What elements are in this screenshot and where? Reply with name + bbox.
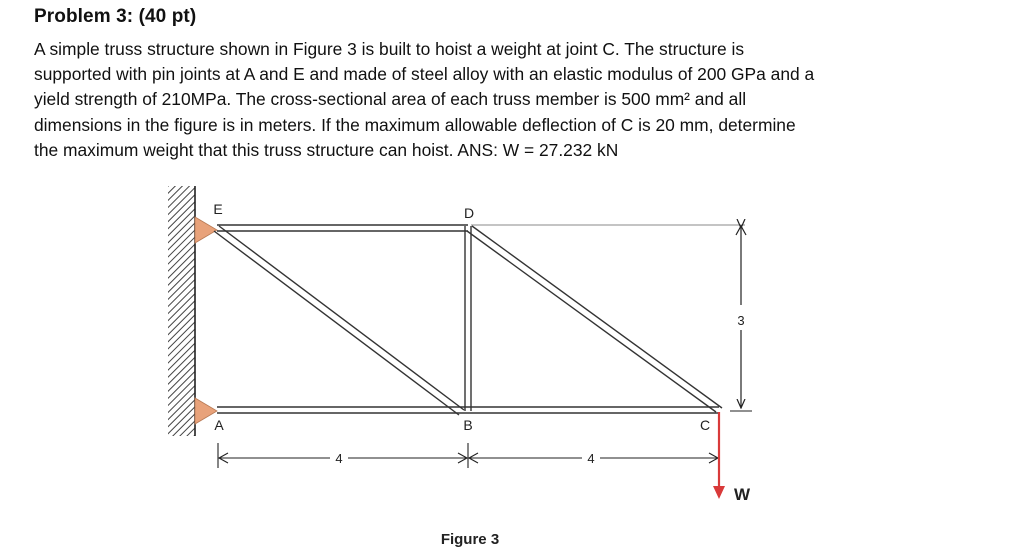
member-ed: [217, 225, 468, 231]
pin-support-e: [195, 217, 217, 243]
statement-line: supported with pin joints at A and E and made of steel alloy with an elastic modulus of 200 GPa and a: [34, 64, 815, 85]
member-ab: [217, 407, 468, 413]
statement-line: dimensions in the figure is in meters. If the maximum allowable deflection of C is 20 mm, determine: [34, 114, 796, 135]
load-label: W: [733, 485, 751, 504]
dim-left-label: 4: [335, 451, 343, 466]
joint-label-b: B: [463, 417, 473, 433]
member-bc: [468, 407, 719, 413]
member-dc: [467, 226, 722, 412]
dim-right-label: 4: [587, 451, 595, 466]
figure-caption: Figure 3: [440, 531, 500, 548]
joint-label-e: E: [213, 201, 223, 217]
statement-line: yield strength of 210MPa. The cross-sectional area of each truss member is 500 mm² and all: [34, 89, 747, 110]
member-eb: [214, 226, 464, 415]
fixed-wall: [168, 186, 195, 436]
statement-line: A simple truss structure shown in Figure 3 is built to hoist a weight at joint C. The structure is: [34, 39, 745, 59]
joint-label-a: A: [214, 417, 224, 433]
member-db: [465, 226, 471, 411]
problem-title: Problem 3: (40 pt): [34, 6, 197, 27]
statement-line: the maximum weight that this truss structure can hoist. ANS: W = 27.232 kN: [34, 139, 619, 160]
joint-label-c: C: [699, 417, 711, 433]
joint-label-d: D: [463, 205, 475, 221]
dim-vertical-label: 3: [737, 313, 745, 328]
dimension-horizontal: [218, 443, 719, 468]
load-arrow: [713, 412, 725, 499]
